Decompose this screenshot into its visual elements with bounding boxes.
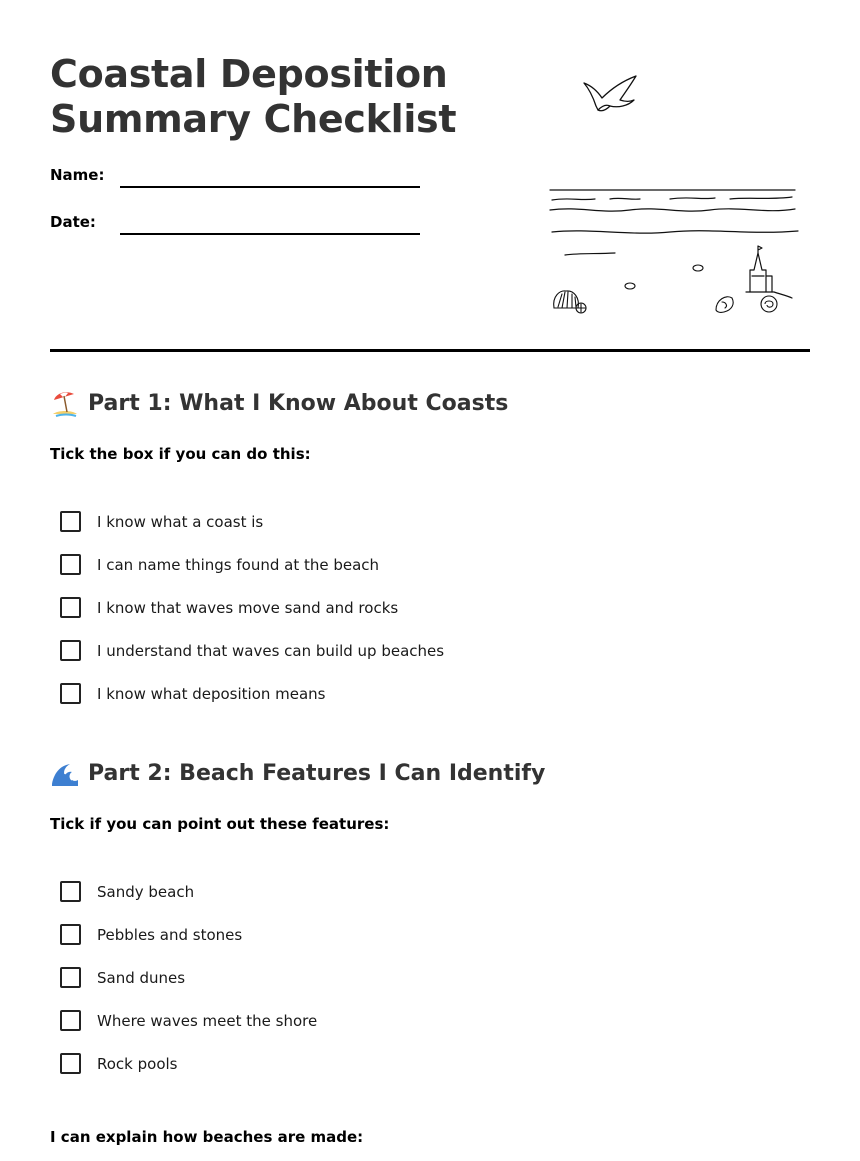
pebble-icon [625,283,635,289]
checklist-item-label: Pebbles and stones [97,925,243,944]
checkbox[interactable] [60,683,81,704]
checklist-item [60,1042,317,1085]
part2-heading-text: Part 2: Beach Features I Can Identify [88,760,546,786]
checkbox[interactable] [60,511,81,532]
date-label: Date: [50,213,96,231]
checkbox[interactable] [60,967,81,988]
checklist-item-label: Rock pools [97,1054,178,1073]
checklist-item-label: I understand that waves can build up beaches [97,641,445,660]
part3-instruction: I can explain how beaches are made: [50,1128,364,1146]
checklist-item-label: Sandy beach [97,882,195,901]
waves-icon [550,190,798,255]
checklist-item-label: I know what deposition means [97,684,326,703]
checklist-item [60,913,317,956]
pebble-icon [693,265,703,271]
scallop-shell-icon [554,291,586,313]
checkbox[interactable] [60,640,81,661]
checklist-item-label: Sand dunes [97,968,186,987]
worksheet-title [50,52,456,142]
checklist-item-label: Where waves meet the shore [97,1011,318,1030]
checklist-item [60,543,444,586]
part2-instruction: Tick if you can point out these features: [50,815,390,833]
checkbox[interactable] [60,554,81,575]
name-label: Name: [50,166,105,184]
title-line-2: Summary Checklist [50,97,457,141]
part1-heading [50,388,508,418]
beach-illustration [540,60,810,330]
checklist-item [60,999,317,1042]
checklist-item [60,672,444,715]
part2-checklist [60,870,317,1085]
snail-shell-icon [761,296,777,312]
part1-instruction: Tick the box if you can do this: [50,445,311,463]
checklist-item [60,956,317,999]
checklist-item-label: I can name things found at the beach [97,555,380,574]
part2-heading [50,758,545,788]
beach-umbrella-icon [50,388,80,418]
part1-heading-text: Part 1: What I Know About Coasts [88,390,509,416]
checkbox[interactable] [60,1053,81,1074]
checkbox[interactable] [60,924,81,945]
part1-checklist [60,500,444,715]
date-field-line[interactable] [120,233,420,235]
conch-shell-icon [716,297,733,313]
checklist-item [60,500,444,543]
checklist-item [60,870,317,913]
section-divider [50,349,810,352]
checklist-item-label: I know what a coast is [97,512,264,531]
checkbox[interactable] [60,881,81,902]
checklist-item [60,629,444,672]
wave-icon [50,758,80,788]
checklist-item-label: I know that waves move sand and rocks [97,598,399,617]
sandcastle-icon [746,246,792,298]
checkbox[interactable] [60,597,81,618]
seagull-icon [584,76,636,111]
checklist-item [60,586,444,629]
name-field-line[interactable] [120,186,420,188]
checkbox[interactable] [60,1010,81,1031]
title-line-1: Coastal Deposition [50,52,448,96]
